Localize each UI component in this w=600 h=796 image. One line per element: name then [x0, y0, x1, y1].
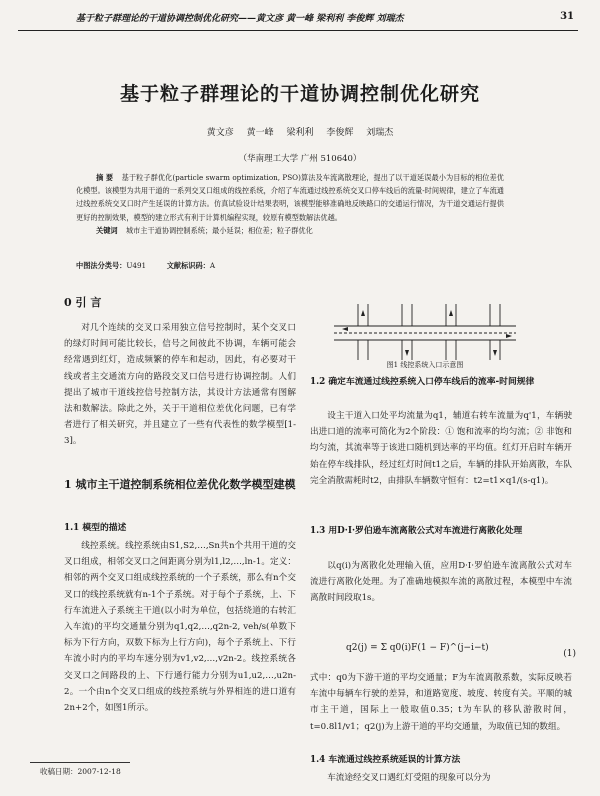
section-1-4-title: 1.4 车流通过线控系统延误的计算方法: [310, 755, 461, 765]
section-0-title: 0 引 言: [64, 296, 102, 309]
section-1-2-title: 1.2 确定车流通过线控系统入口停车线后的流率-时间规律: [310, 377, 535, 387]
equation-1: [346, 643, 586, 659]
received-date: [40, 766, 121, 777]
abstract-text: 基于粒子群优化(particle swarm optimization, PSO)算法及车流离散理论，提出了以干道延误最小为目标的相位差优化模型。该模型为共用干道的一系列交叉口组成的线控系统，介绍了车流通过线控系统交叉口停车线后的流量-时间规律，建立了车流通过线控系统交叉口时产生延误的计算方法。仿真试验设计结果表明，该模型能够准确地反映路口的交通运行情况，为干道交通运行提供更好的控制效果，模型的建立形式有利于计算机编程实现，较原有模型数解法优越。: [76, 173, 504, 222]
section-1-3-title: 1.3 用D·I·罗伯逊车流离散公式对车流进行离散化处理: [310, 526, 523, 536]
equation-1-number: (1): [563, 649, 576, 659]
classification-line: [76, 261, 215, 271]
figure-1-diagram: [330, 302, 520, 362]
equation-1-explanation: 式中：q0为下游干道的平均交通量；F为车流离散系数，实际反映若车流中每辆车行驶的差异，和道路宽度、坡度、转度有关。平顺的城市主干道，国际上一般取值0.35；t为车队的移队游散时间，t=0.8l1/v1；q2(j)为上游干道的平均交通量，为取值已知的数组。: [310, 673, 572, 732]
figure-1-caption: 图1 线控系统入口示意图: [386, 361, 464, 369]
author-list: 黄文彦 黄一峰 梁利利 李俊辉 刘瑞杰: [206, 128, 394, 138]
section-1-title: 1 城市主干道控制系统相位差优化数学模型建模: [64, 478, 296, 491]
clc-value: U491: [126, 261, 147, 270]
keywords-text: 城市主干道协调控制系统；最小延误；相位差；粒子群优化: [125, 225, 313, 235]
section-1-1-title: 1.1 模型的描述: [64, 523, 127, 533]
section-1-4-text: 车流途经交叉口遇红灯受阻的现象可以分为: [327, 773, 491, 783]
doc-code-label: 文献标识码：: [166, 261, 210, 270]
footnote-rule: [30, 762, 130, 763]
paper-title: 基于粒子群理论的干道协调控制优化研究: [119, 83, 480, 105]
page-number: 31: [560, 11, 574, 22]
section-0-text: 对几个连续的交叉口采用独立信号控制时，某个交叉口的绿灯时间可能比较长，信号之间彼此不协调，车辆可能会经常遇到红灯，造成频繁的停车和起动，因此，有必要对干线或者主交通流方向的路段交叉口信号进行协调控制。人们提出了城市干道线控信号控制方法，其设计方法通常有图解法和数解法。除此之外，关于干道相位差优化问题，已有学者进行了相关研究，并且建立了一些有代表性的数学模型[1-3]。: [64, 323, 296, 447]
clc-label: 中图法分类号：: [76, 261, 127, 270]
abstract-label: 摘 要: [96, 173, 114, 182]
received-label: 收稿日期：: [40, 767, 78, 776]
affiliation: （华南理工大学 广州 510640）: [238, 154, 362, 164]
running-title: 基于粒子群理论的干道协调控制优化研究——黄文彦 黄一峰 梁利利 李俊辉 刘瑞杰: [76, 14, 404, 24]
section-1-3-text: 以q(i)为离散化处理输入值，应用D·I·罗伯逊车流离散公式对车流进行离散化处理。为了准确地模拟车流的离散过程，本模型中车流离散时间段取1s。: [310, 561, 572, 604]
abstract: [76, 171, 504, 237]
keywords-label: 关键词: [96, 225, 118, 235]
section-1-2-text: 设主干道入口处平均流量为q1，辅道右转车流量为q'1，车辆驶出进口道的流率可简化为2个阶段：① 饱和流率的均匀流；② 非饱和均匀流，其流率等于该进口随机到达率的平均值。红灯开启时车辆开始在停车线排队，经过红灯时间t1之后，车辆的排队开始离散，车队完全消散需耗时t2，由排队车辆数守恒有：t2=t1×q1/(s-q1)。: [310, 411, 572, 486]
section-1-1-text: 线控系统。线控系统由S1,S2,…,Sn共n个共用干道的交叉口组成，相邻交叉口之间距离分别为l1,l2,…,ln-1。定义：相邻的两个交叉口组成线控系统的一个子系统，那么有n个交叉口的线控系统就有n-1个子系统。对于每个子系统，上、下行车流进入子系统主干道(以小时为单位，包括绕道的右转汇入车流)的平均交通量分别为q1,q2,…,q2n-2, veh/s(单数下标为下行方向，双数下标为上行方向)，每个子系统上、下行车流小时内的平均车速分别为v1,v2,…,v2n-2。线控系统各交叉口之间路段的上、下行通行能力分别为u1,u2,…,u2n-2。一个由n个交叉口组成的线控系统与外界相连的进口道有2n+2个，如图1所示。: [64, 541, 296, 714]
equation-1-body: q2(j) = Σ q0(i)F(1 − F)^(j−i−t): [346, 643, 489, 653]
running-header: [18, 8, 578, 31]
received-value: 2007-12-18: [77, 767, 121, 776]
doc-code-value: A: [209, 261, 216, 270]
